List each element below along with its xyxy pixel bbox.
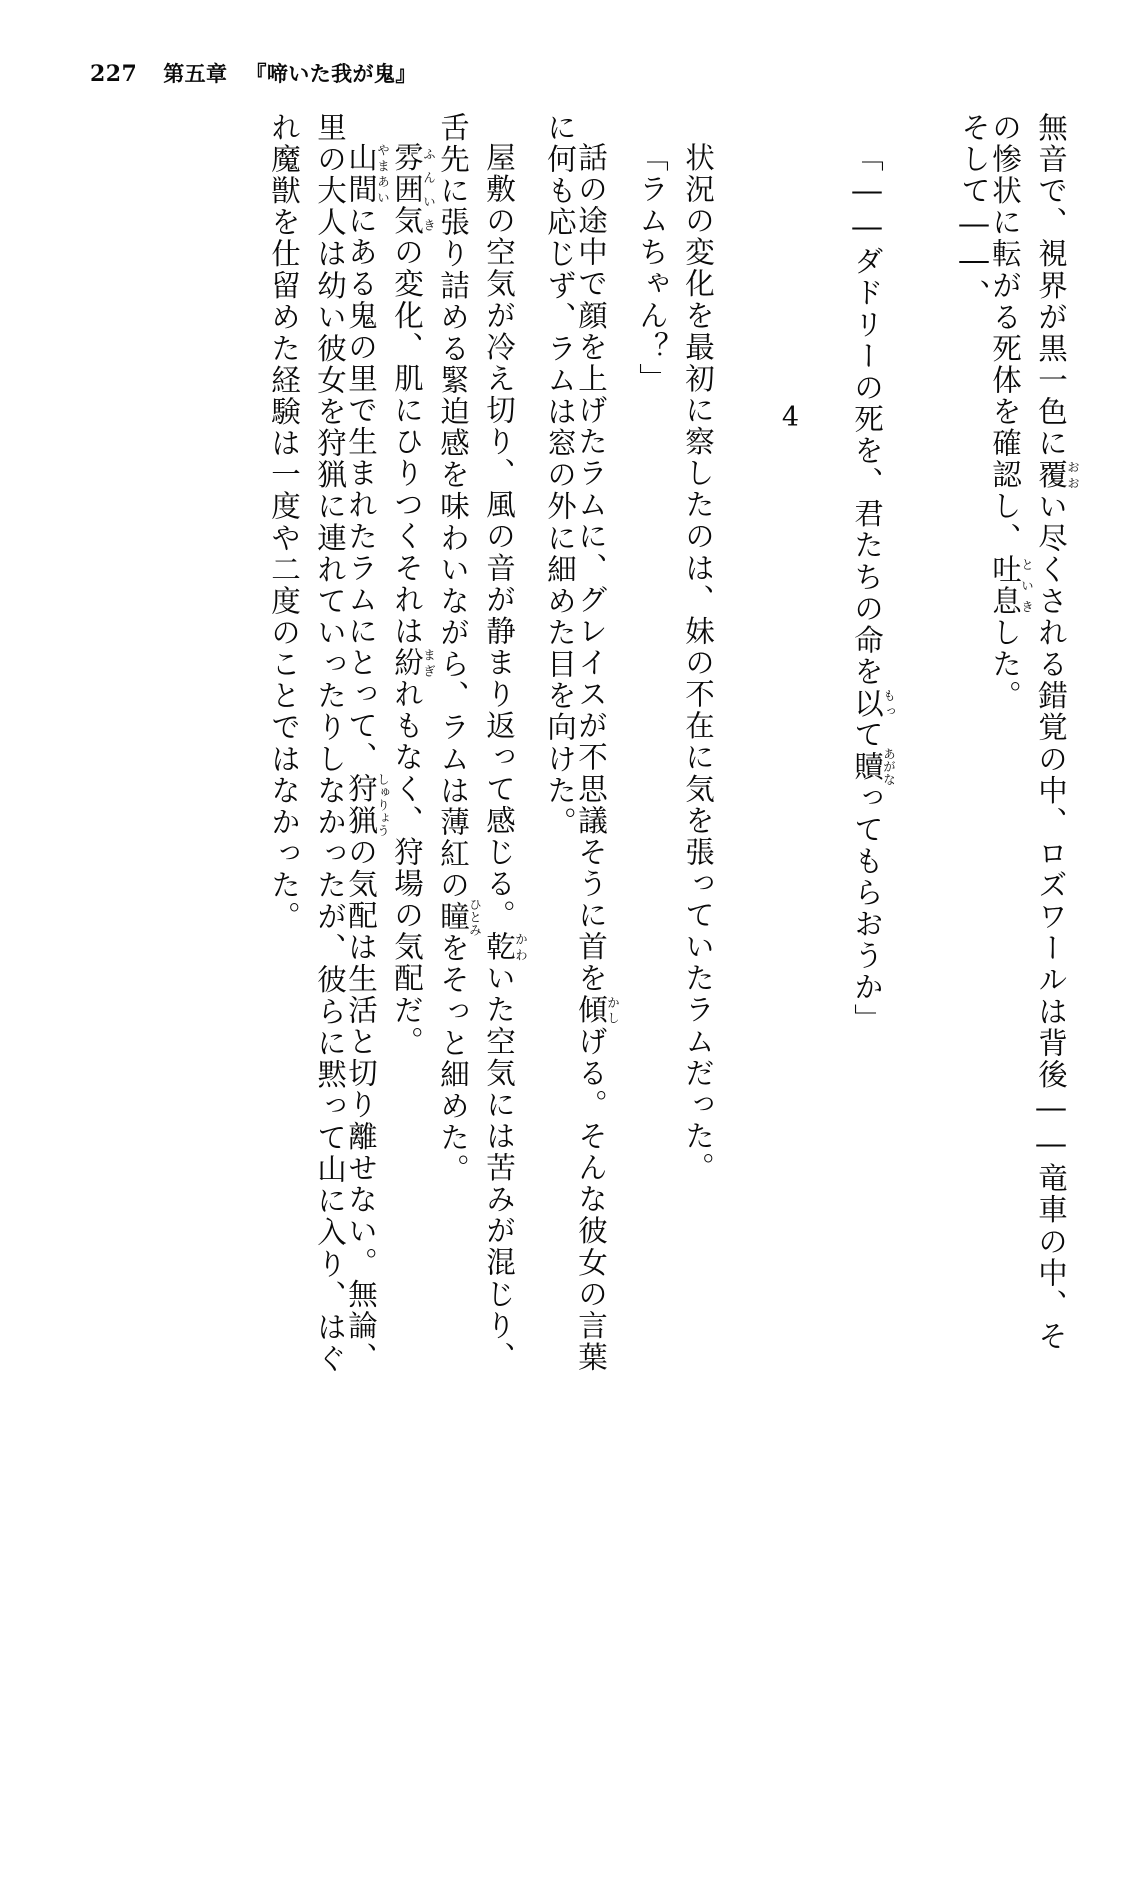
ruby-kawa: 乾かわ	[482, 931, 529, 963]
text-column: 舌先に張り詰める緊迫感を味わいながら、ラムは薄紅の瞳ひとみをそっと細めた。	[436, 112, 483, 1186]
text-column: 無音で、視界が黒一色に覆おおい尽くされる錯覚の中、ロズワールは背後――竜車の中、そ	[1034, 112, 1081, 1353]
text-column: 里の大人は幼い彼女を狩猟に連れていったりしなかったが、彼らに黙って山に入り、はぐ	[313, 112, 347, 1375]
ruby-mot: 以もっ	[850, 687, 897, 720]
ruby-oo: 覆おお	[1034, 459, 1081, 491]
ruby-agana: 贖あがな	[850, 747, 897, 786]
text-column: に何も応じず、ラムは窓の外に細めた目を向けた。	[543, 112, 577, 838]
section-number	[758, 112, 804, 1882]
text-column: 屋敷の空気が冷え切り、風の音が静まり返って感じる。乾かわいた空気には苦みが混じり、	[482, 142, 529, 1374]
section-number-value: 4	[775, 402, 806, 433]
text-column: 状況の変化を最初に察したのは、妹の不在に気を張っていたラムだった。	[681, 142, 715, 1184]
chapter-title	[163, 58, 417, 88]
ruby-hitomi: 瞳ひとみ	[436, 897, 483, 937]
ruby-kashi: 傾かし	[574, 994, 621, 1026]
chapter-name: 『啼いた我が鬼』	[245, 61, 417, 86]
text-column: 「――ダドリーの死を、君たちの命を以もって贖あがなってもらおうか」	[850, 142, 897, 1035]
ruby-toiki: 吐息といき	[988, 553, 1035, 618]
text-column: 山間やまあいにある鬼の里で生まれたラムにとって、狩猟しゅりょうの気配は生活と切り離せない。無論、	[344, 142, 391, 1374]
text-column: れ魔獣を仕留めた経験は一度や二度のことではなかった。	[267, 112, 301, 933]
text-column-blank	[712, 112, 758, 1592]
ruby-shuryou: 狩猟しゅりょう	[344, 773, 391, 837]
vertical-text-body	[60, 112, 1080, 1612]
text-column: 雰囲気ふんいきの変化、肌にひりつくそれは紛まぎれもなく、狩場の気配だ。	[390, 142, 437, 1058]
chapter-label: 第五章	[163, 61, 228, 86]
text-column: の惨状に転がる死体を確認し、吐息といきした。	[988, 112, 1035, 712]
text-column: 話の途中で顔を上げたラムに、グレイスが不思議そうに首を傾かしげる。そんな彼女の言葉	[574, 142, 621, 1374]
running-head	[90, 58, 417, 88]
text-column-blank	[896, 112, 942, 1592]
ruby-funiki: 雰囲気ふんいき	[390, 142, 437, 237]
text-column: 「ラムちゃん？」	[635, 142, 669, 395]
ruby-magi: 紛まぎ	[390, 647, 437, 679]
ruby-yamaai: 山間やまあい	[344, 142, 391, 206]
text-column-blank	[804, 112, 850, 1592]
page-number: 227	[90, 61, 138, 87]
text-column: そして――、	[957, 112, 991, 311]
